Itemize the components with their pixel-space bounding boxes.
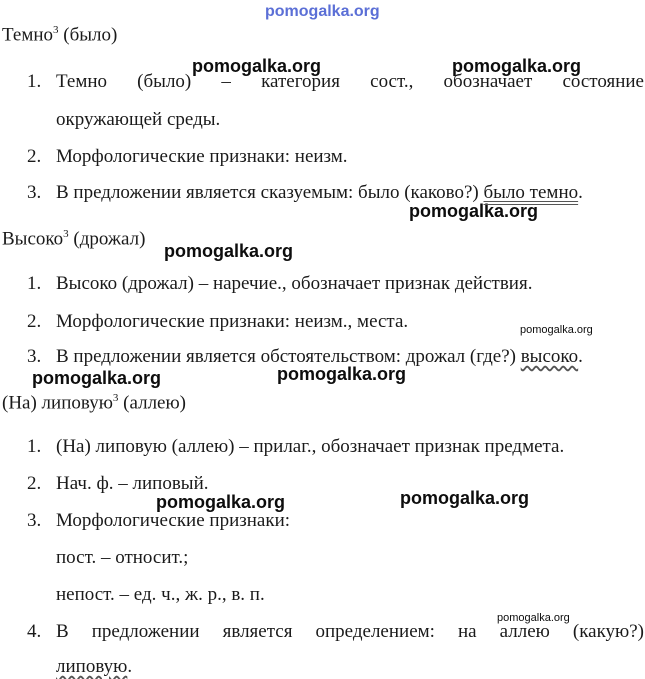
sentence-end: . bbox=[127, 656, 133, 677]
sub-item-text: непост. – ед. ч., ж. р., в. п. bbox=[56, 584, 265, 605]
item-number: 4. bbox=[27, 621, 42, 642]
watermark-small: pomogalka.org bbox=[520, 324, 593, 336]
list-item-text bbox=[56, 656, 132, 678]
heading-sup: 3 bbox=[63, 228, 69, 240]
predicate-underlined: было темно bbox=[483, 182, 579, 203]
section-heading-temno bbox=[2, 24, 117, 46]
list-item-text: окружающей среды. bbox=[56, 109, 221, 130]
item-number: 3. bbox=[27, 182, 42, 203]
attribute-underlined: липовую bbox=[56, 656, 128, 677]
heading-rest: (было) bbox=[58, 24, 118, 46]
watermark: pomogalka.org bbox=[452, 56, 582, 76]
item-number: 2. bbox=[27, 146, 42, 167]
watermark: pomogalka.org bbox=[164, 241, 294, 261]
list-item-text: Морфологические признаки: неизм., места. bbox=[56, 311, 409, 332]
list-item-text: Нач. ф. – липовый. bbox=[56, 473, 209, 494]
list-item-text: Темно (было) – категория сост., обозначает состояние bbox=[56, 71, 644, 92]
item-number: 1. bbox=[27, 71, 42, 92]
watermark: pomogalka.org bbox=[277, 364, 407, 384]
watermark: pomogalka.org bbox=[400, 488, 530, 508]
list-item-text: (На) липовую (аллею) – прилаг., обозначает признак предмета. bbox=[56, 436, 565, 457]
heading-word: Темно bbox=[2, 24, 54, 46]
list-item-text bbox=[56, 346, 583, 368]
heading-rest: (дрожал) bbox=[68, 228, 146, 250]
list-item-text: В предложении является определением: на аллею (какую?) bbox=[56, 621, 644, 642]
sentence-text: В предложении является сказуемым: было (каково?) bbox=[56, 182, 484, 203]
section-heading-vysoko bbox=[2, 228, 145, 250]
watermark: pomogalka.org bbox=[32, 368, 162, 388]
sentence-text: В предложении является обстоятельством: дрожал (где?) bbox=[56, 346, 521, 367]
sub-item-text: пост. – относит.; bbox=[56, 547, 189, 568]
item-number: 3. bbox=[27, 510, 42, 531]
sentence-end: . bbox=[578, 182, 583, 203]
item-number: 1. bbox=[27, 273, 42, 294]
watermark: pomogalka.org bbox=[156, 492, 286, 512]
list-item-text bbox=[56, 182, 583, 204]
heading-sup: 3 bbox=[53, 24, 59, 36]
item-number: 2. bbox=[27, 311, 42, 332]
item-number: 1. bbox=[27, 436, 42, 457]
watermark-small: pomogalka.org bbox=[497, 612, 570, 624]
watermark-top: pomogalka.org bbox=[265, 3, 380, 20]
list-item-text: Морфологические признаки: неизм. bbox=[56, 146, 348, 167]
heading-sup: 3 bbox=[112, 392, 119, 404]
heading-rest: (аллею) bbox=[118, 392, 187, 414]
watermark: pomogalka.org bbox=[409, 201, 539, 221]
sentence-end: . bbox=[578, 346, 583, 367]
list-item-text: Высоко (дрожал) – наречие., обозначает признак действия. bbox=[56, 273, 533, 294]
section-heading-lipovuyu bbox=[2, 392, 186, 414]
watermark: pomogalka.org bbox=[192, 56, 322, 76]
item-number: 3. bbox=[27, 346, 42, 367]
heading-word: Высоко bbox=[2, 228, 64, 250]
list-item-text: Морфологические признаки: bbox=[56, 510, 291, 531]
heading-word: (На) липовую bbox=[2, 392, 113, 414]
adverbial-underlined: высоко bbox=[520, 346, 579, 367]
item-number: 2. bbox=[27, 473, 42, 494]
